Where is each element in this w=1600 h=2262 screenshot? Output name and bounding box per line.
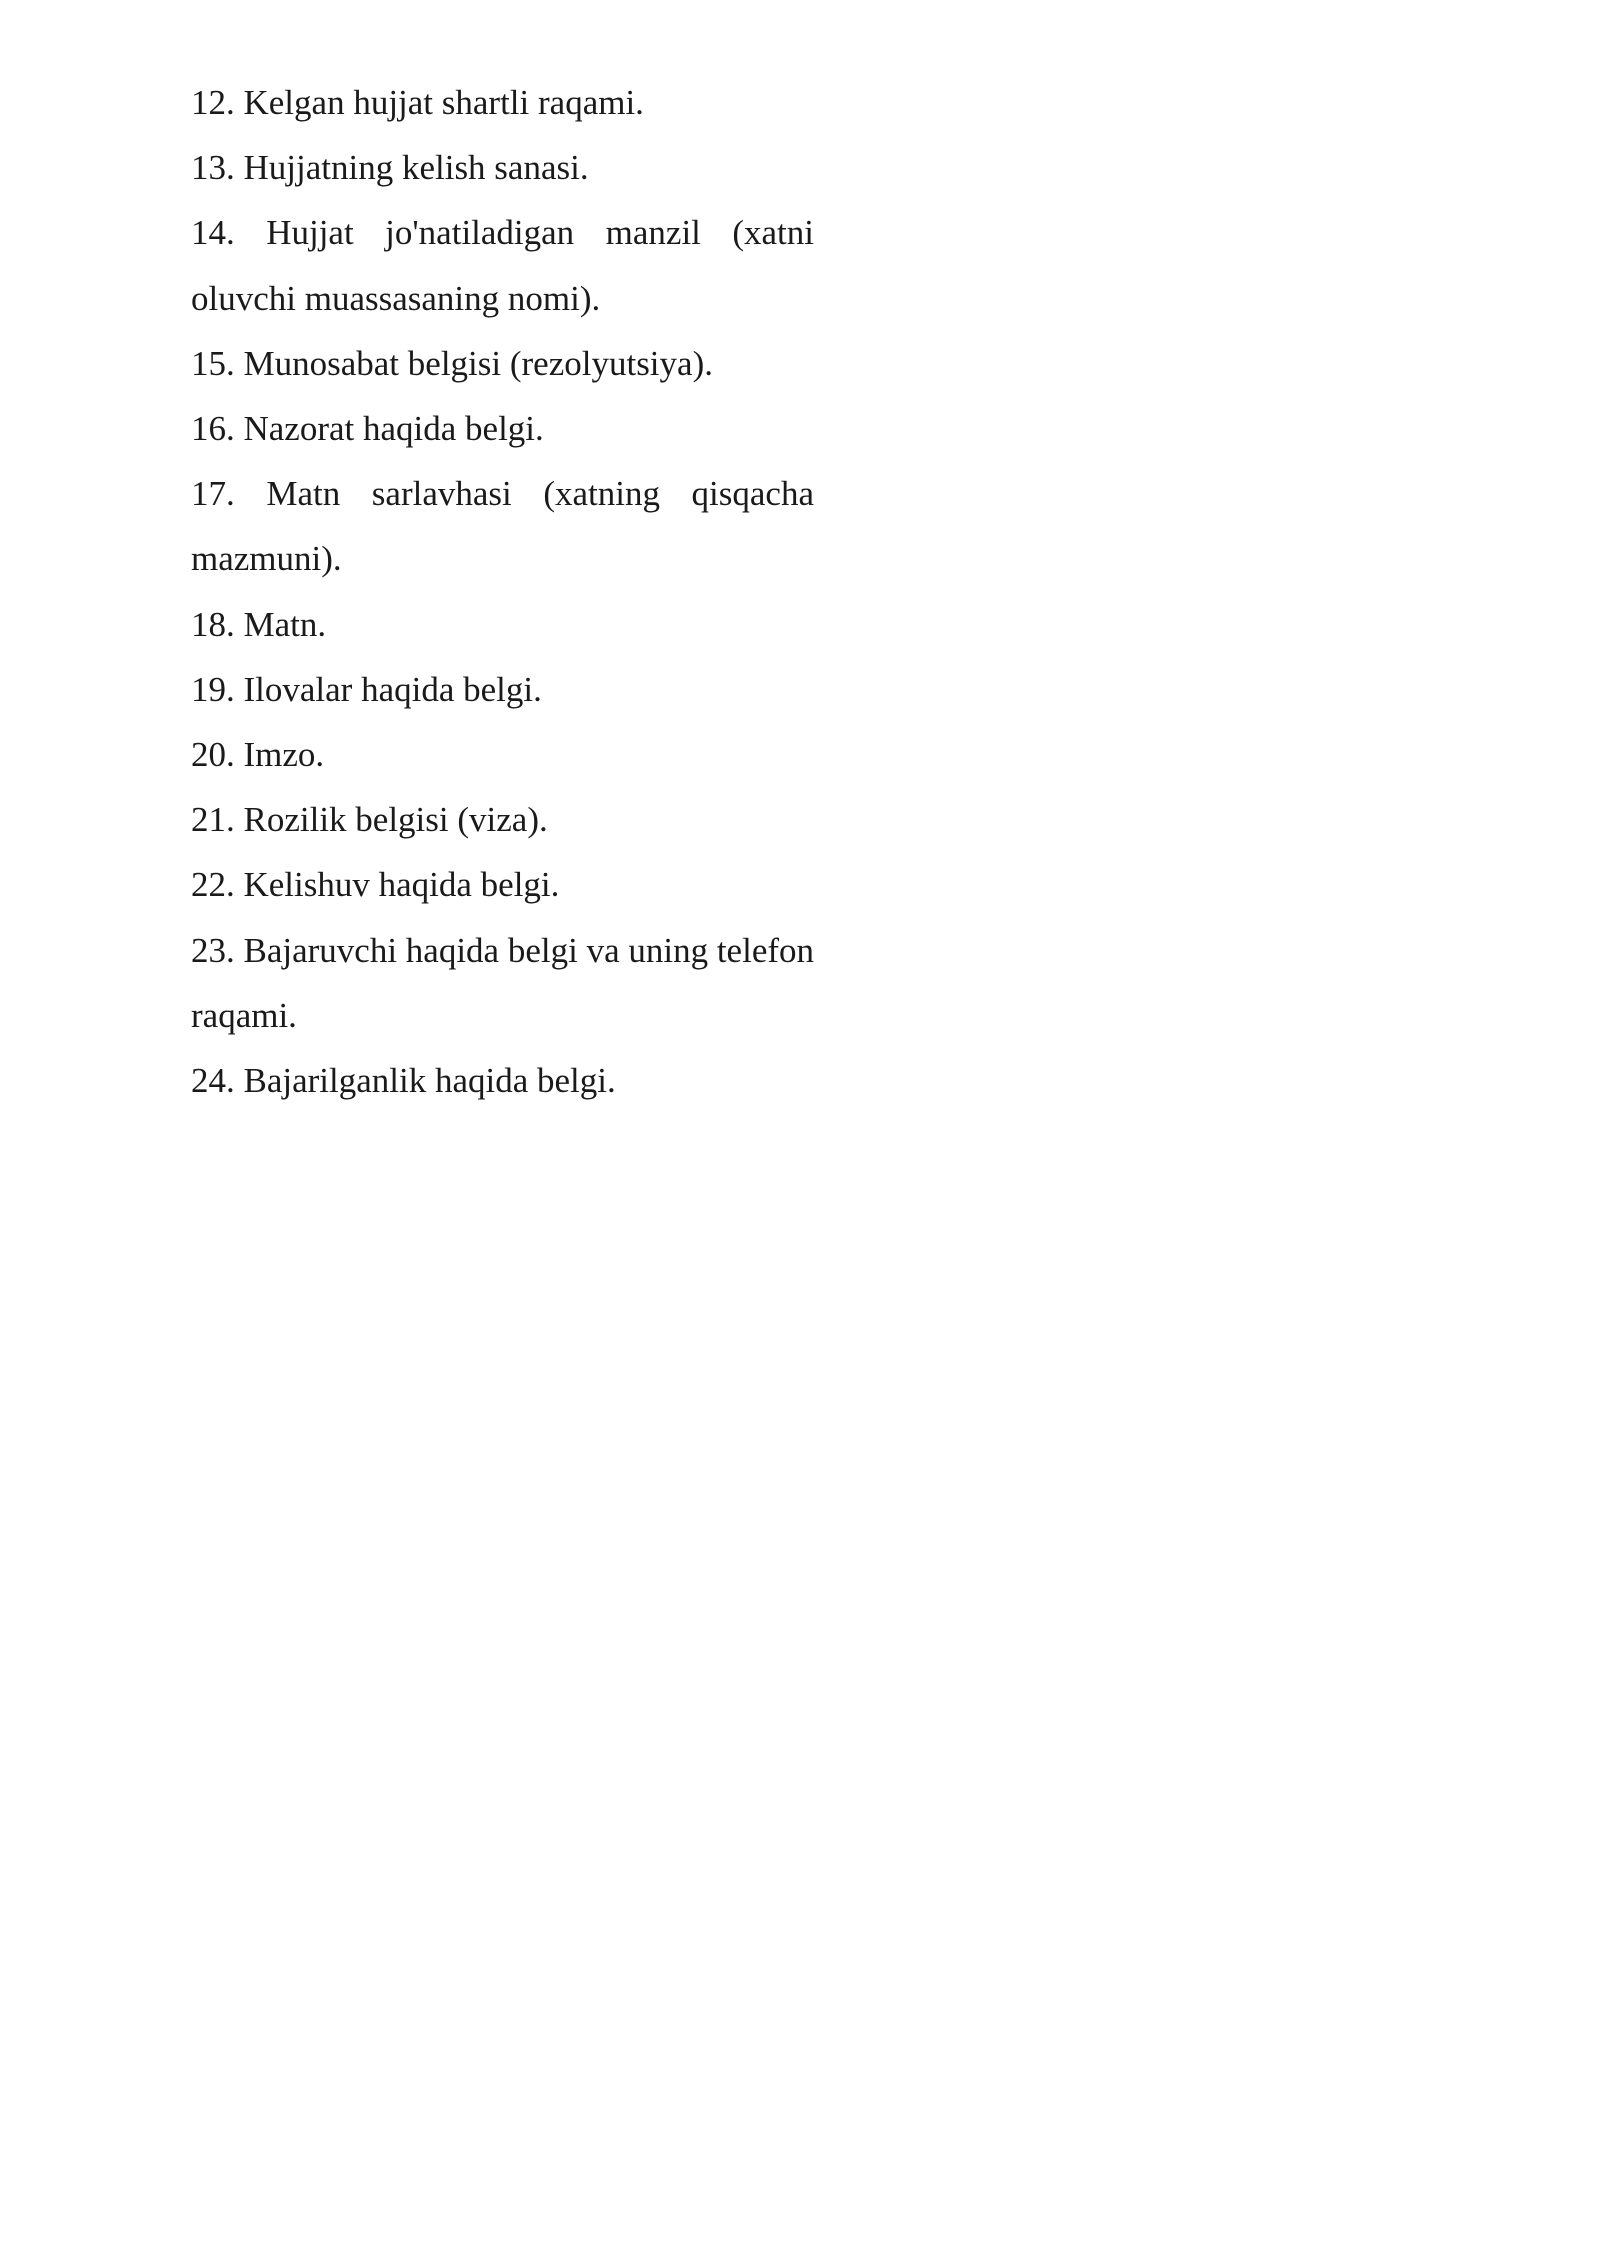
list-item: 21. Rozilik belgisi (viza). [191, 800, 548, 840]
requisites-list [191, 70, 814, 1113]
list-item: 14. Hujjat jo'natiladigan manzil (xatni oluvchi muassasaning nomi). [191, 213, 814, 318]
list-item: 22. Kelishuv haqida belgi. [191, 865, 560, 905]
list-item: 17. Matn sarlavhasi (xatning qisqacha mazmuni). [191, 474, 814, 579]
list-item: 24. Bajarilganlik haqida belgi. [191, 1061, 616, 1101]
list-item: 12. Kelgan hujjat shartli raqami. [191, 83, 644, 122]
list-item: 15. Munosabat belgisi (rezolyutsiya). [191, 343, 713, 383]
list-item: 23. Bajaruvchi haqida belgi va uning telefon raqami. [191, 930, 815, 1035]
list-item: 13. Hujjatning kelish sanasi. [191, 148, 589, 188]
list-item: 20. Imzo. [191, 735, 325, 775]
list-item: 16. Nazorat haqida belgi. [191, 409, 544, 449]
list-item: 18. Matn. [191, 604, 327, 644]
list-item: 19. Ilovalar haqida belgi. [191, 669, 542, 709]
